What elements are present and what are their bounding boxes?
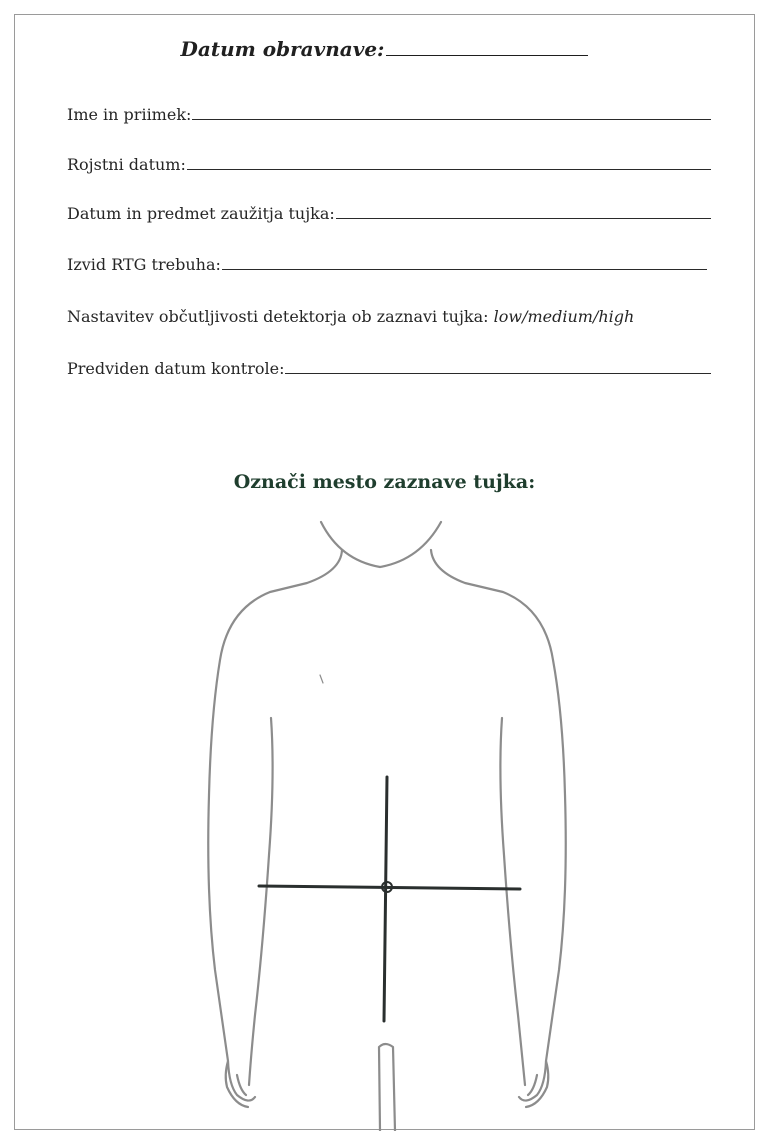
ingestion-label: Datum in predmet zaužitja tujka: bbox=[67, 204, 335, 223]
treatment-date-label: Datum obravnave: bbox=[180, 37, 385, 61]
diagram-title: Označi mesto zaznave tujka: bbox=[233, 471, 536, 493]
crosshair-icon bbox=[259, 777, 520, 1021]
form-page bbox=[14, 14, 755, 1130]
body-diagram[interactable] bbox=[15, 15, 756, 1131]
xray-label: Izvid RTG trebuha: bbox=[67, 255, 221, 274]
sensitivity-options[interactable]: low/medium/high bbox=[493, 307, 635, 326]
sensitivity-label: Nastavitev občutljivosti detektorja ob zaznavi tujka: bbox=[67, 307, 489, 326]
control-date-label: Predviden datum kontrole: bbox=[67, 359, 285, 378]
birth-date-label: Rojstni datum: bbox=[67, 155, 186, 174]
name-label: Ime in priimek: bbox=[67, 105, 192, 124]
